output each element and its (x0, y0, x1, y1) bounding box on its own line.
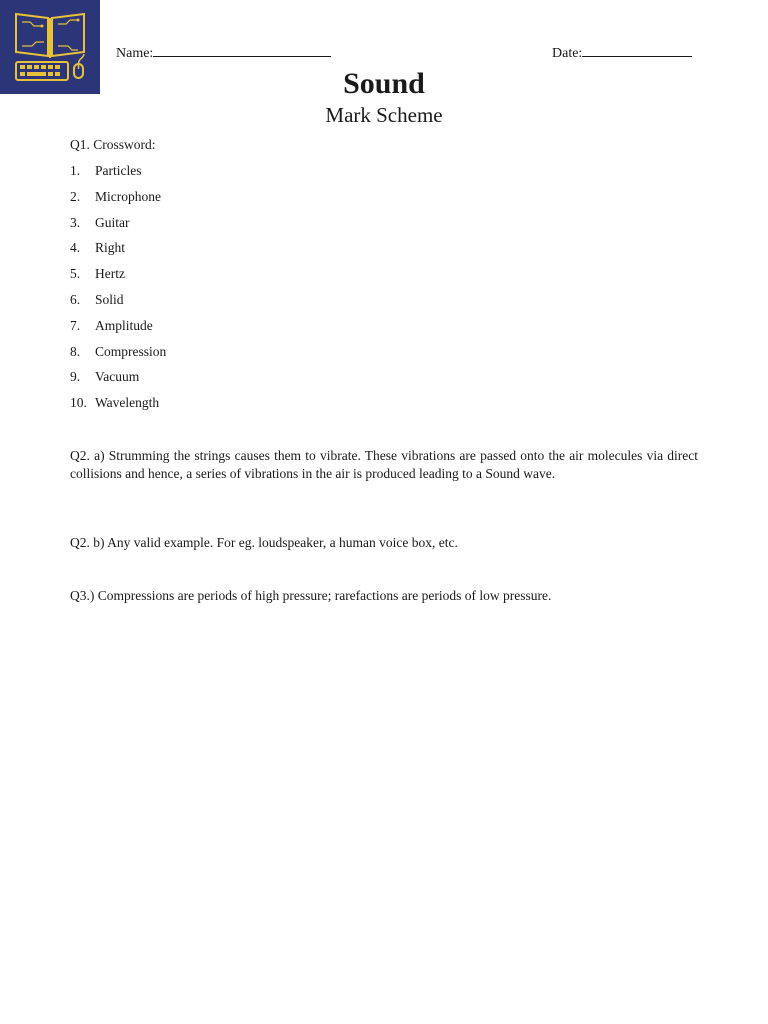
item-text: Amplitude (95, 317, 153, 333)
list-item (70, 266, 166, 292)
item-text: Right (95, 240, 126, 256)
item-number: 9. (70, 369, 81, 385)
list-item (70, 189, 166, 215)
item-number: 5. (70, 266, 81, 282)
item-text: Guitar (95, 214, 130, 230)
page-subtitle: Mark Scheme (325, 103, 443, 127)
item-text: Solid (95, 291, 124, 307)
item-text: Particles (95, 163, 142, 178)
list-item (70, 240, 166, 266)
list-item (70, 163, 166, 189)
list-item (70, 395, 166, 421)
name-field (116, 43, 331, 62)
item-number: 3. (70, 214, 81, 230)
list-item (70, 292, 166, 318)
item-number: 4. (70, 240, 81, 256)
date-label: Date: (552, 46, 583, 61)
list-item (70, 318, 166, 344)
q2b-answer: Q2. b) Any valid example. For eg. loudspeaker, a human voice box, etc. (70, 535, 458, 550)
item-number: 7. (70, 317, 81, 333)
q2a-answer: Q2. a) Strumming the strings causes them to vibrate. These vibrations are passed onto the air molecules via direct collisions and hence, a series of vibrations in the air is produced leading to a Sound wave. (70, 448, 698, 481)
item-number: 1. (70, 163, 81, 178)
name-blank-line (153, 43, 331, 57)
item-text: Vacuum (95, 369, 140, 385)
item-text: Compression (95, 343, 167, 359)
item-number: 10. (70, 395, 87, 411)
item-text: Microphone (95, 188, 161, 204)
item-number: 2. (70, 188, 81, 204)
item-text: Wavelength (95, 395, 160, 411)
list-item (70, 215, 166, 241)
list-item (70, 344, 166, 370)
list-item (70, 369, 166, 395)
item-number: 8. (70, 343, 81, 359)
q3-answer: Q3.) Compressions are periods of high pressure; rarefactions are periods of low pressure. (70, 588, 552, 603)
name-label: Name: (116, 46, 154, 61)
item-number: 6. (70, 291, 81, 307)
q1-heading: Q1. Crossword: (70, 137, 156, 152)
item-text: Hertz (95, 266, 125, 282)
date-blank-line (582, 43, 692, 57)
date-field (552, 43, 692, 62)
page-title: Sound (343, 67, 425, 100)
crossword-answer-list (70, 163, 166, 421)
